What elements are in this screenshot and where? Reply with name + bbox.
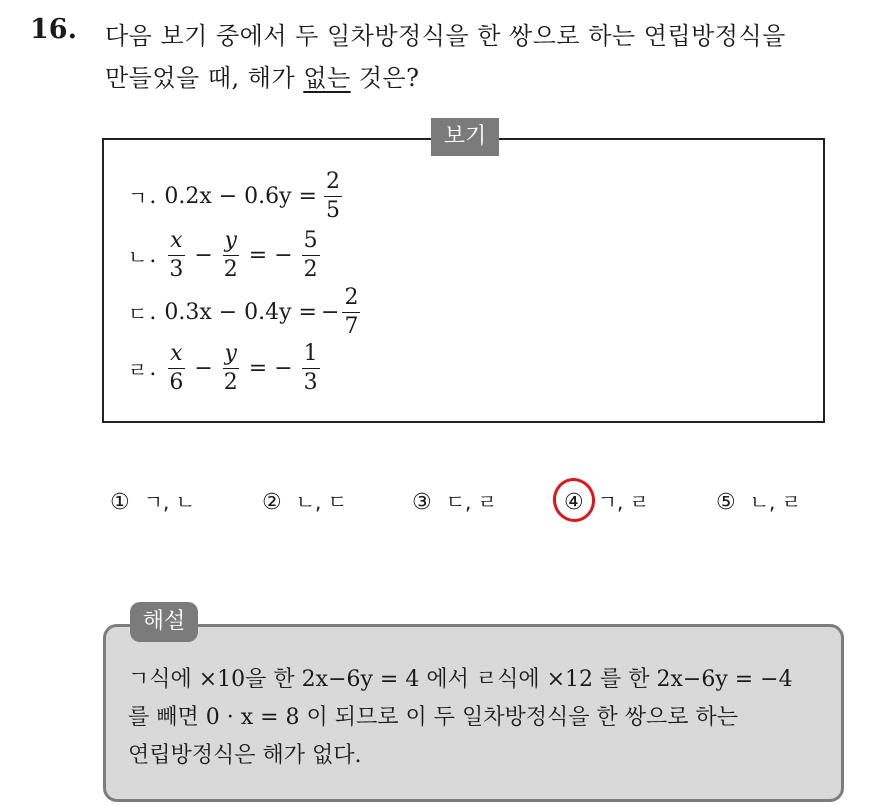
fraction-denominator: 7: [344, 313, 359, 339]
choice-text: ㄴ, ㄹ: [749, 490, 802, 514]
fraction: [167, 340, 185, 395]
equals-sign: = −: [248, 242, 293, 268]
item-marker: ㄹ: [128, 357, 148, 382]
item-dot: .: [149, 299, 157, 325]
choice-text: ㄴ, ㄷ: [295, 490, 348, 514]
question-text-part: 만들었을 때, 해가: [105, 64, 304, 92]
fraction: [222, 340, 240, 395]
item-marker: ㄷ: [128, 301, 148, 326]
fraction-denominator: 6: [169, 369, 184, 395]
choice-number: ③: [412, 490, 432, 515]
equals-sign: = −: [248, 355, 293, 381]
fraction: [302, 227, 320, 282]
minus-sign: −: [194, 242, 213, 268]
fraction-denominator: 2: [223, 369, 238, 395]
choice-text: ㄱ, ㄴ: [143, 490, 196, 514]
fraction-numerator: y: [223, 343, 239, 369]
fraction: [324, 168, 342, 223]
question-text-part: 것은?: [350, 64, 420, 92]
choice-5[interactable]: [716, 486, 801, 515]
item-dot: .: [149, 355, 157, 381]
bogi-item-3: [128, 282, 363, 342]
choice-2[interactable]: [262, 486, 347, 515]
equation-sign: −: [321, 299, 340, 325]
fraction-denominator: 2: [303, 256, 318, 282]
bogi-item-4: [128, 338, 323, 398]
question-number: 16.: [30, 14, 77, 45]
item-dot: .: [149, 242, 157, 268]
fraction: [222, 227, 240, 282]
fraction-numerator: x: [168, 343, 184, 369]
equation-lhs: 0.2x − 0.6y =: [164, 183, 317, 209]
fraction: [167, 227, 185, 282]
item-marker: ㄱ: [128, 185, 148, 210]
choice-number: ⑤: [716, 490, 736, 515]
choice-number: ④: [564, 490, 584, 515]
fraction-denominator: 2: [223, 256, 238, 282]
fraction-denominator: 3: [303, 369, 318, 395]
solution-line-1: ㄱ식에 ×10을 한 2x−6y = 4 에서 ㄹ식에 ×12 를 한 2x−6y = −4: [128, 667, 793, 692]
choice-number: ①: [110, 490, 130, 515]
fraction-numerator: 2: [324, 171, 342, 197]
equation-lhs: 0.3x − 0.4y =: [164, 299, 317, 325]
question-text-line1: 다음 보기 중에서 두 일차방정식을 한 쌍으로 하는 연립방정식을: [105, 22, 786, 50]
fraction-denominator: 5: [326, 197, 340, 223]
item-dot: .: [149, 183, 157, 209]
bogi-item-1: [128, 166, 345, 226]
answer-circle-mark: [549, 474, 599, 526]
fraction-numerator: 5: [302, 230, 320, 256]
fraction-numerator: y: [223, 230, 239, 256]
choice-text: ㄷ, ㄹ: [445, 490, 498, 514]
bogi-item-2: [128, 225, 323, 285]
fraction-numerator: 2: [342, 287, 360, 313]
choice-number: ②: [262, 490, 282, 515]
fraction: [342, 284, 360, 339]
choice-3[interactable]: [412, 486, 497, 515]
solution-line-2: 를 빼면 0 · x = 8 이 되므로 이 두 일차방정식을 한 쌍으로 하는: [128, 705, 739, 730]
bogi-label: 보기: [431, 118, 499, 156]
underlined-word: 없는: [303, 64, 351, 92]
fraction-numerator: 1: [302, 343, 320, 369]
solution-label: 해설: [130, 602, 198, 642]
question-text-line2: [105, 58, 420, 93]
solution-line-3: 연립방정식은 해가 없다.: [128, 743, 362, 768]
fraction-denominator: 3: [169, 256, 184, 282]
fraction-numerator: x: [168, 230, 184, 256]
item-marker: ㄴ: [128, 244, 148, 269]
fraction: [302, 340, 320, 395]
choice-text: ㄱ, ㄹ: [597, 490, 650, 514]
choice-1[interactable]: [110, 486, 195, 515]
minus-sign: −: [194, 355, 213, 381]
